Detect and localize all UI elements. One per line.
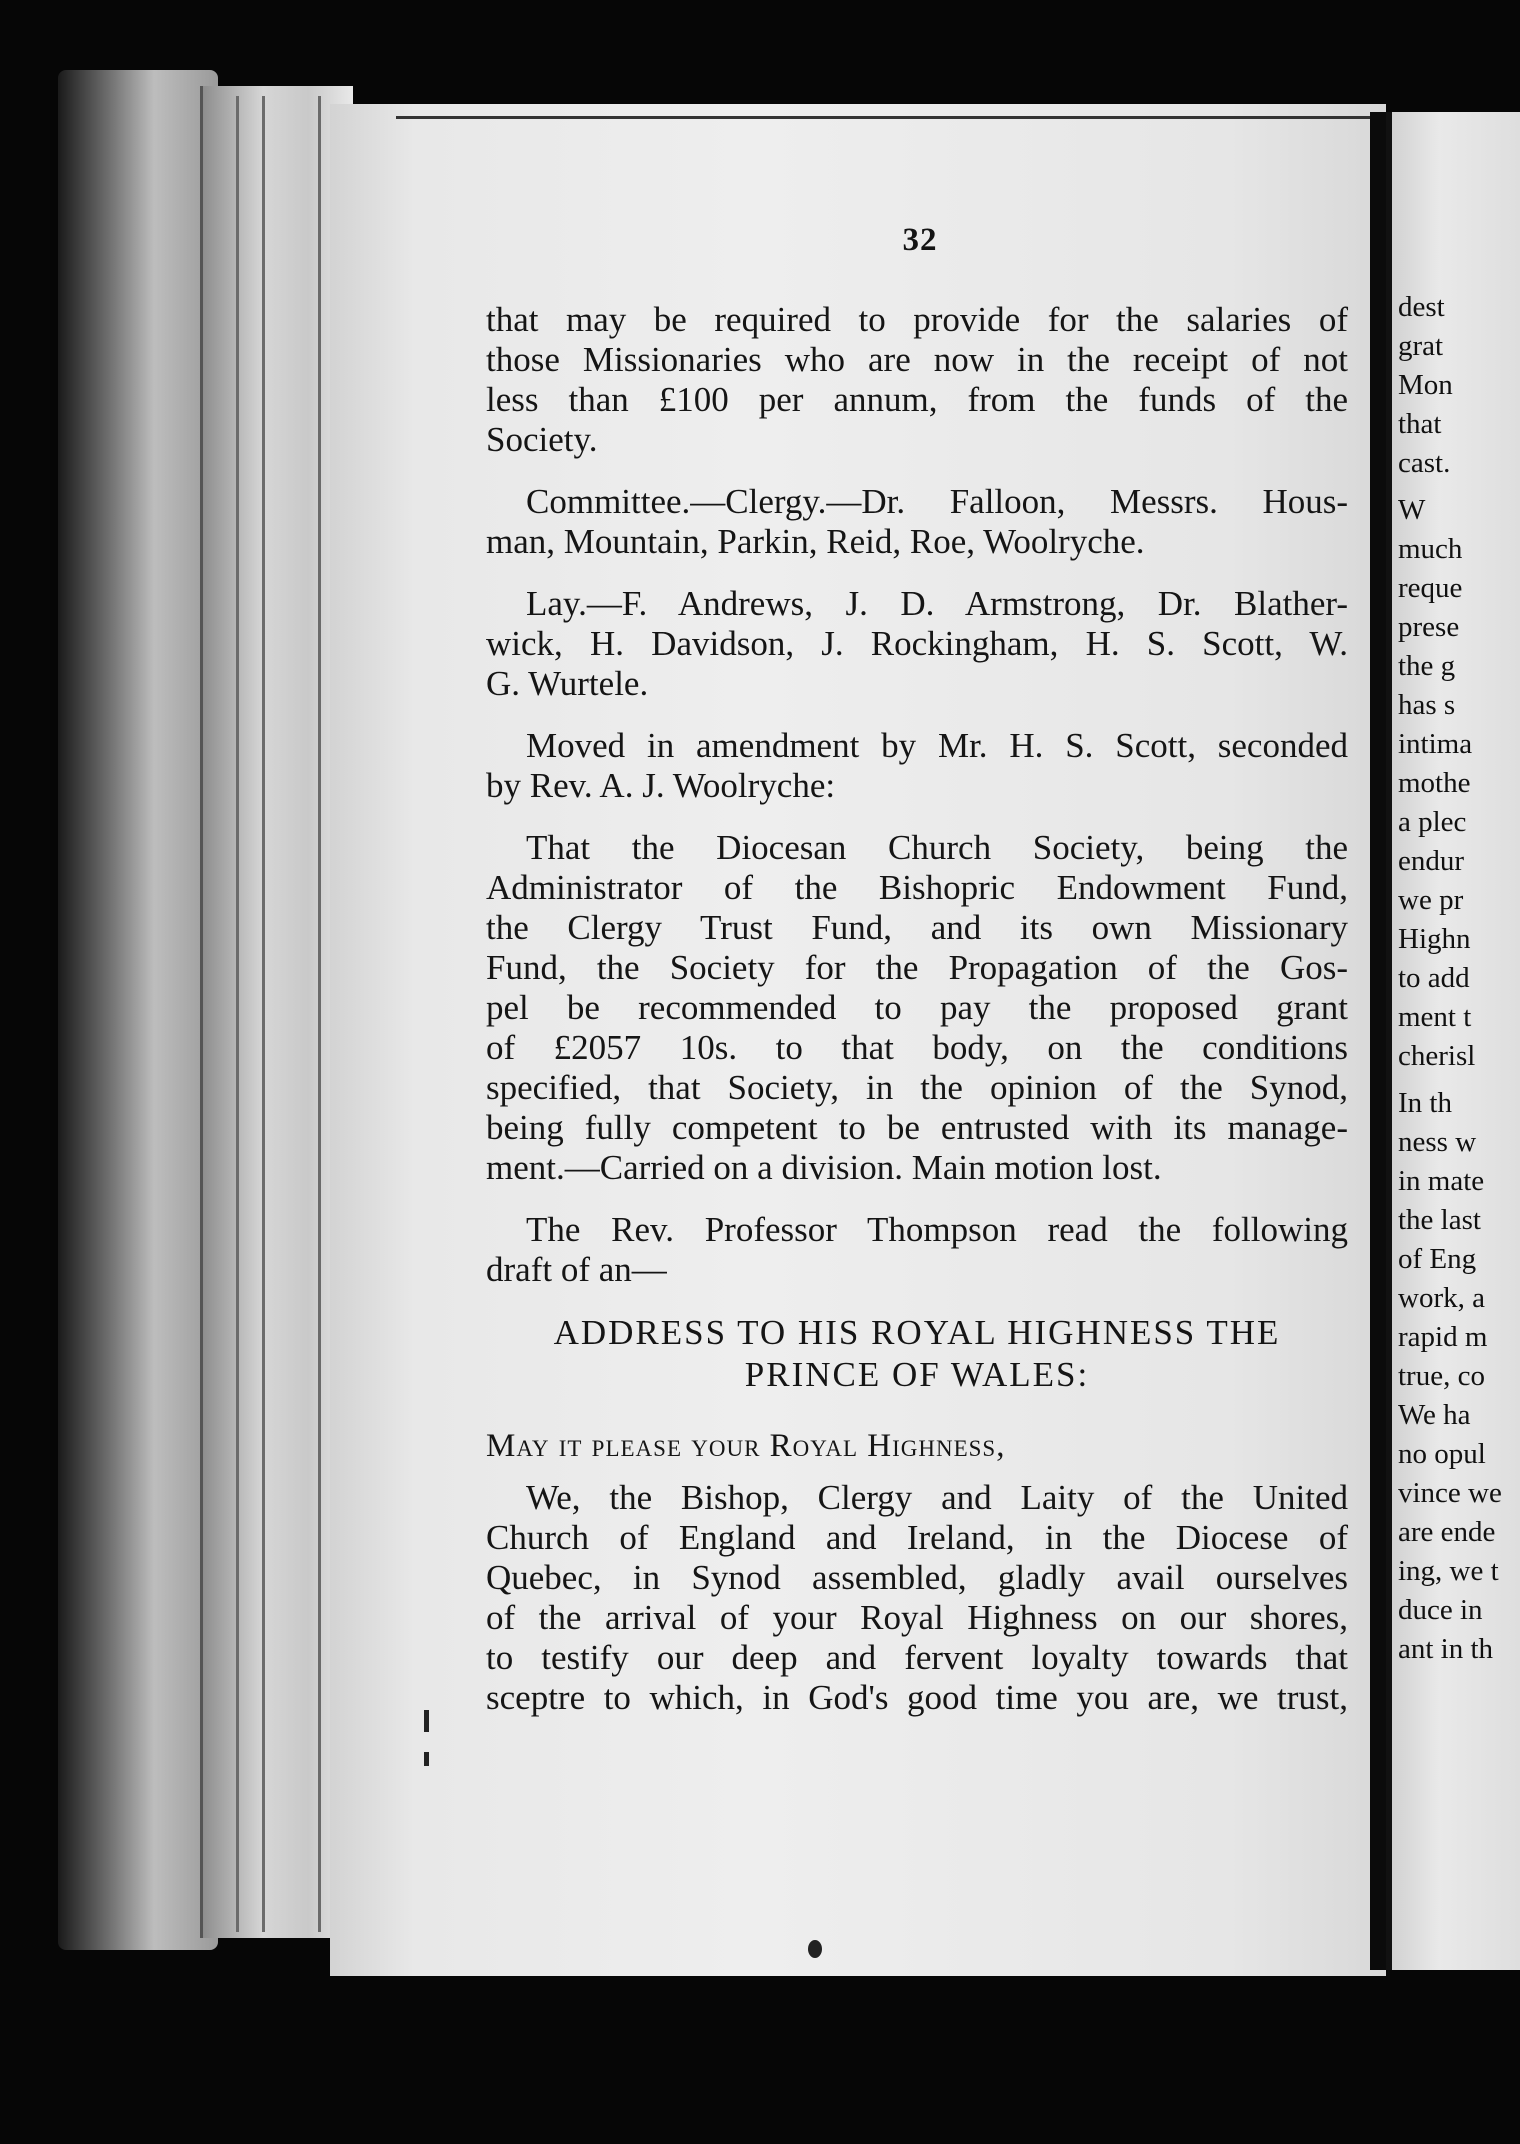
- facing-page-line: In th: [1398, 1087, 1452, 1119]
- facing-page-line: that: [1398, 408, 1442, 440]
- text-line: man, Mountain, Parkin, Reid, Roe, Woolryche.: [486, 522, 1145, 561]
- heading-line: PRINCE OF WALES:: [744, 1355, 1090, 1394]
- facing-page-line: cast.: [1398, 447, 1451, 479]
- facing-page-line: ment t: [1398, 1001, 1472, 1033]
- book-edge: [58, 70, 218, 1950]
- text-line: ment.—Carried on a division. Main motion lost.: [486, 1148, 1162, 1187]
- paragraph-committee: [486, 482, 1348, 562]
- paragraph-resolution: [486, 828, 1348, 1188]
- text-line: pel be recommended to pay the proposed grant: [486, 988, 1348, 1027]
- text-line: sceptre to which, in God's good time you are, we trust,: [486, 1678, 1348, 1717]
- text-line: Moved in amendment by Mr. H. S. Scott, seconded: [526, 726, 1348, 765]
- facing-page-line: we pr: [1398, 884, 1464, 916]
- paragraph-lay: [486, 584, 1348, 704]
- text-line: by Rev. A. J. Woolryche:: [486, 766, 836, 805]
- facing-page-line: to add: [1398, 962, 1470, 994]
- text-line: the Clergy Trust Fund, and its own Missionary: [486, 908, 1348, 947]
- facing-page-line: reque: [1398, 572, 1463, 604]
- facing-page-line: intima: [1398, 728, 1473, 760]
- page-top-rule: [396, 116, 1386, 119]
- leaf-edge-line: [318, 96, 321, 1932]
- facing-page-line: the g: [1398, 650, 1456, 682]
- facing-page-line: ing, we t: [1398, 1555, 1499, 1587]
- facing-page-line: duce in: [1398, 1594, 1483, 1626]
- facing-page-line: prese: [1398, 611, 1460, 643]
- facing-page-line: We ha: [1398, 1399, 1471, 1431]
- text-line: Quebec, in Synod assembled, gladly avail ourselves: [486, 1558, 1348, 1597]
- text-line: draft of an—: [486, 1250, 667, 1289]
- page-number: 32: [902, 222, 938, 258]
- facing-page-line: no opul: [1398, 1438, 1486, 1470]
- text-line: G. Wurtele.: [486, 664, 649, 703]
- leaf-edge-line: [236, 96, 239, 1932]
- facing-page-line: grat: [1398, 330, 1444, 362]
- facing-page-line: ness w: [1398, 1126, 1477, 1158]
- facing-page-line: in mate: [1398, 1165, 1485, 1197]
- facing-page-line: true, co: [1398, 1360, 1485, 1392]
- facing-page-line: are ende: [1398, 1516, 1496, 1548]
- text-line: of the arrival of your Royal Highness on our shores,: [486, 1598, 1348, 1637]
- text-line: Society.: [486, 420, 598, 459]
- text-line: Church of England and Ireland, in the Diocese of: [486, 1518, 1348, 1557]
- facing-page-line: of Eng: [1398, 1243, 1477, 1275]
- facing-page-line: endur: [1398, 845, 1465, 877]
- text-line: that may be required to provide for the salaries of: [486, 300, 1348, 339]
- paragraph-salaries: [486, 300, 1348, 460]
- text-line: to testify our deep and fervent loyalty towards that: [486, 1638, 1348, 1677]
- facing-page-line: mothe: [1398, 767, 1471, 799]
- text-line: of £2057 10s. to that body, on the conditions: [486, 1028, 1348, 1067]
- text-line: Committee.—Clergy.—Dr. Falloon, Messrs. Hous-: [526, 482, 1348, 521]
- facing-page-line: ant in th: [1398, 1633, 1494, 1665]
- paragraph-amendment: [486, 726, 1348, 806]
- facing-page-line: Highn: [1398, 923, 1471, 955]
- text-line: Fund, the Society for the Propagation of the Gos-: [486, 948, 1348, 987]
- book-gutter: [1370, 112, 1386, 1970]
- facing-page-line: has s: [1398, 689, 1456, 721]
- facing-page-line: much: [1398, 533, 1463, 565]
- facing-page-rule: [1386, 112, 1392, 1970]
- facing-page-line: a plec: [1398, 806, 1467, 838]
- ink-smudge: [808, 1940, 822, 1958]
- text-line: specified, that Society, in the opinion of the Synod,: [486, 1068, 1348, 1107]
- facing-page-line: cherisl: [1398, 1040, 1476, 1072]
- text-line: less than £100 per annum, from the funds of the: [486, 380, 1348, 419]
- facing-page-line: work, a: [1398, 1282, 1485, 1314]
- margin-mark: [424, 1752, 429, 1766]
- paragraph-thompson: [486, 1210, 1348, 1290]
- margin-mark: [424, 1710, 429, 1732]
- facing-page-line: vince we: [1398, 1477, 1502, 1509]
- text-line: wick, H. Davidson, J. Rockingham, H. S. Scott, W.: [486, 624, 1348, 663]
- heading-line: ADDRESS TO HIS ROYAL HIGHNESS THE: [553, 1313, 1281, 1352]
- text-line: those Missionaries who are now in the receipt of not: [486, 340, 1348, 379]
- address-heading: [486, 1312, 1348, 1396]
- text-line: Lay.—F. Andrews, J. D. Armstrong, Dr. Blather-: [526, 584, 1348, 623]
- paragraph-address: [486, 1478, 1348, 1718]
- leaf-edge-line: [262, 96, 265, 1932]
- text-line: Administrator of the Bishopric Endowment Fund,: [486, 868, 1348, 907]
- text-line: We, the Bishop, Clergy and Laity of the United: [526, 1478, 1348, 1517]
- facing-page-line: Mon: [1398, 369, 1453, 401]
- salutation: May it please your Royal Highness,: [486, 1428, 1006, 1464]
- facing-page: [1386, 112, 1520, 1970]
- facing-page-line: rapid m: [1398, 1321, 1488, 1353]
- facing-page-line: the last: [1398, 1204, 1481, 1236]
- facing-page-text: [1398, 288, 1520, 1669]
- text-line: being fully competent to be entrusted with its manage-: [486, 1108, 1348, 1147]
- text-line: The Rev. Professor Thompson read the following: [526, 1210, 1348, 1249]
- facing-page-line: dest: [1398, 291, 1445, 323]
- facing-page-line: W: [1398, 494, 1426, 526]
- page-body: [486, 300, 1348, 1740]
- text-line: That the Diocesan Church Society, being the: [526, 828, 1348, 867]
